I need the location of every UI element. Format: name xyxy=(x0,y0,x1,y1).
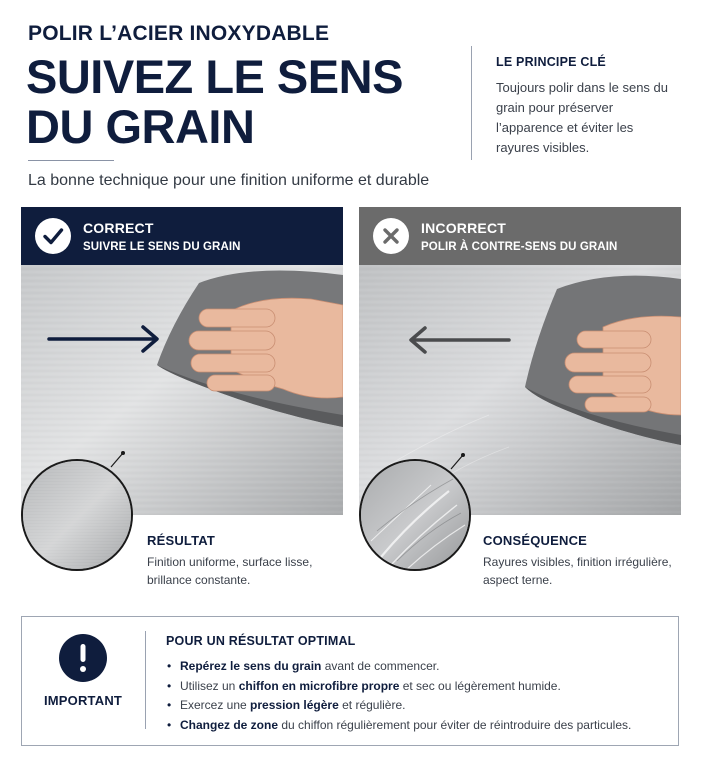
incorrect-instruction: POLIR À CONTRE-SENS DU GRAIN xyxy=(421,240,618,253)
incorrect-result-text: Rayures visibles, finition irrégulière, aspect terne. xyxy=(483,555,672,587)
tip-item: • Exercez une pression légère et régulière. xyxy=(166,696,631,716)
tip-item: • Repérez le sens du grain avant de commencer. xyxy=(166,657,631,677)
correct-zoom-detail xyxy=(21,459,133,571)
incorrect-header xyxy=(359,207,681,265)
important-tip-box xyxy=(21,616,679,746)
header-divider xyxy=(471,46,472,160)
cross-icon xyxy=(373,218,409,254)
correct-instruction: SUIVRE LE SENS DU GRAIN xyxy=(83,240,241,253)
principle-text: Toujours polir dans le sens du grain pour préserver l’apparence et éviter les rayures visibles. xyxy=(496,80,668,155)
title-line-2: DU GRAIN xyxy=(26,100,255,153)
tip-item: • Changez de zone du chiffon régulièrement pour éviter de réintroduire des particules. xyxy=(166,716,631,736)
title-line-1: SUIVEZ LE SENS xyxy=(26,50,403,103)
correct-header xyxy=(21,207,343,265)
hand-illustration xyxy=(189,298,343,398)
tip-title: POUR UN RÉSULTAT OPTIMAL xyxy=(166,634,356,648)
important-label: IMPORTANT xyxy=(43,693,123,708)
page-kicker: POLIR L’ACIER INOXYDABLE xyxy=(28,22,330,45)
tip-divider xyxy=(145,631,146,729)
exclamation-icon xyxy=(59,634,107,682)
correct-status: CORRECT xyxy=(83,219,154,236)
incorrect-zoom-detail xyxy=(359,459,471,571)
tip-item: • Utilisez un chiffon en microfibre propre et sec ou légèrement humide. xyxy=(166,677,631,697)
correct-panel xyxy=(21,207,343,587)
incorrect-status: INCORRECT xyxy=(421,219,507,236)
page-title xyxy=(26,52,403,152)
tip-list xyxy=(166,657,631,735)
incorrect-result-title: CONSÉQUENCE xyxy=(483,533,588,548)
correct-result-text: Finition uniforme, surface lisse, brillance constante. xyxy=(147,555,313,587)
incorrect-panel xyxy=(359,207,681,587)
checkmark-icon xyxy=(35,218,71,254)
correct-result-title: RÉSULTAT xyxy=(147,533,216,548)
title-underline xyxy=(28,160,114,161)
page-subtitle: La bonne technique pour une finition uniforme et durable xyxy=(28,172,430,189)
principle-title: LE PRINCIPE CLÉ xyxy=(496,55,606,69)
